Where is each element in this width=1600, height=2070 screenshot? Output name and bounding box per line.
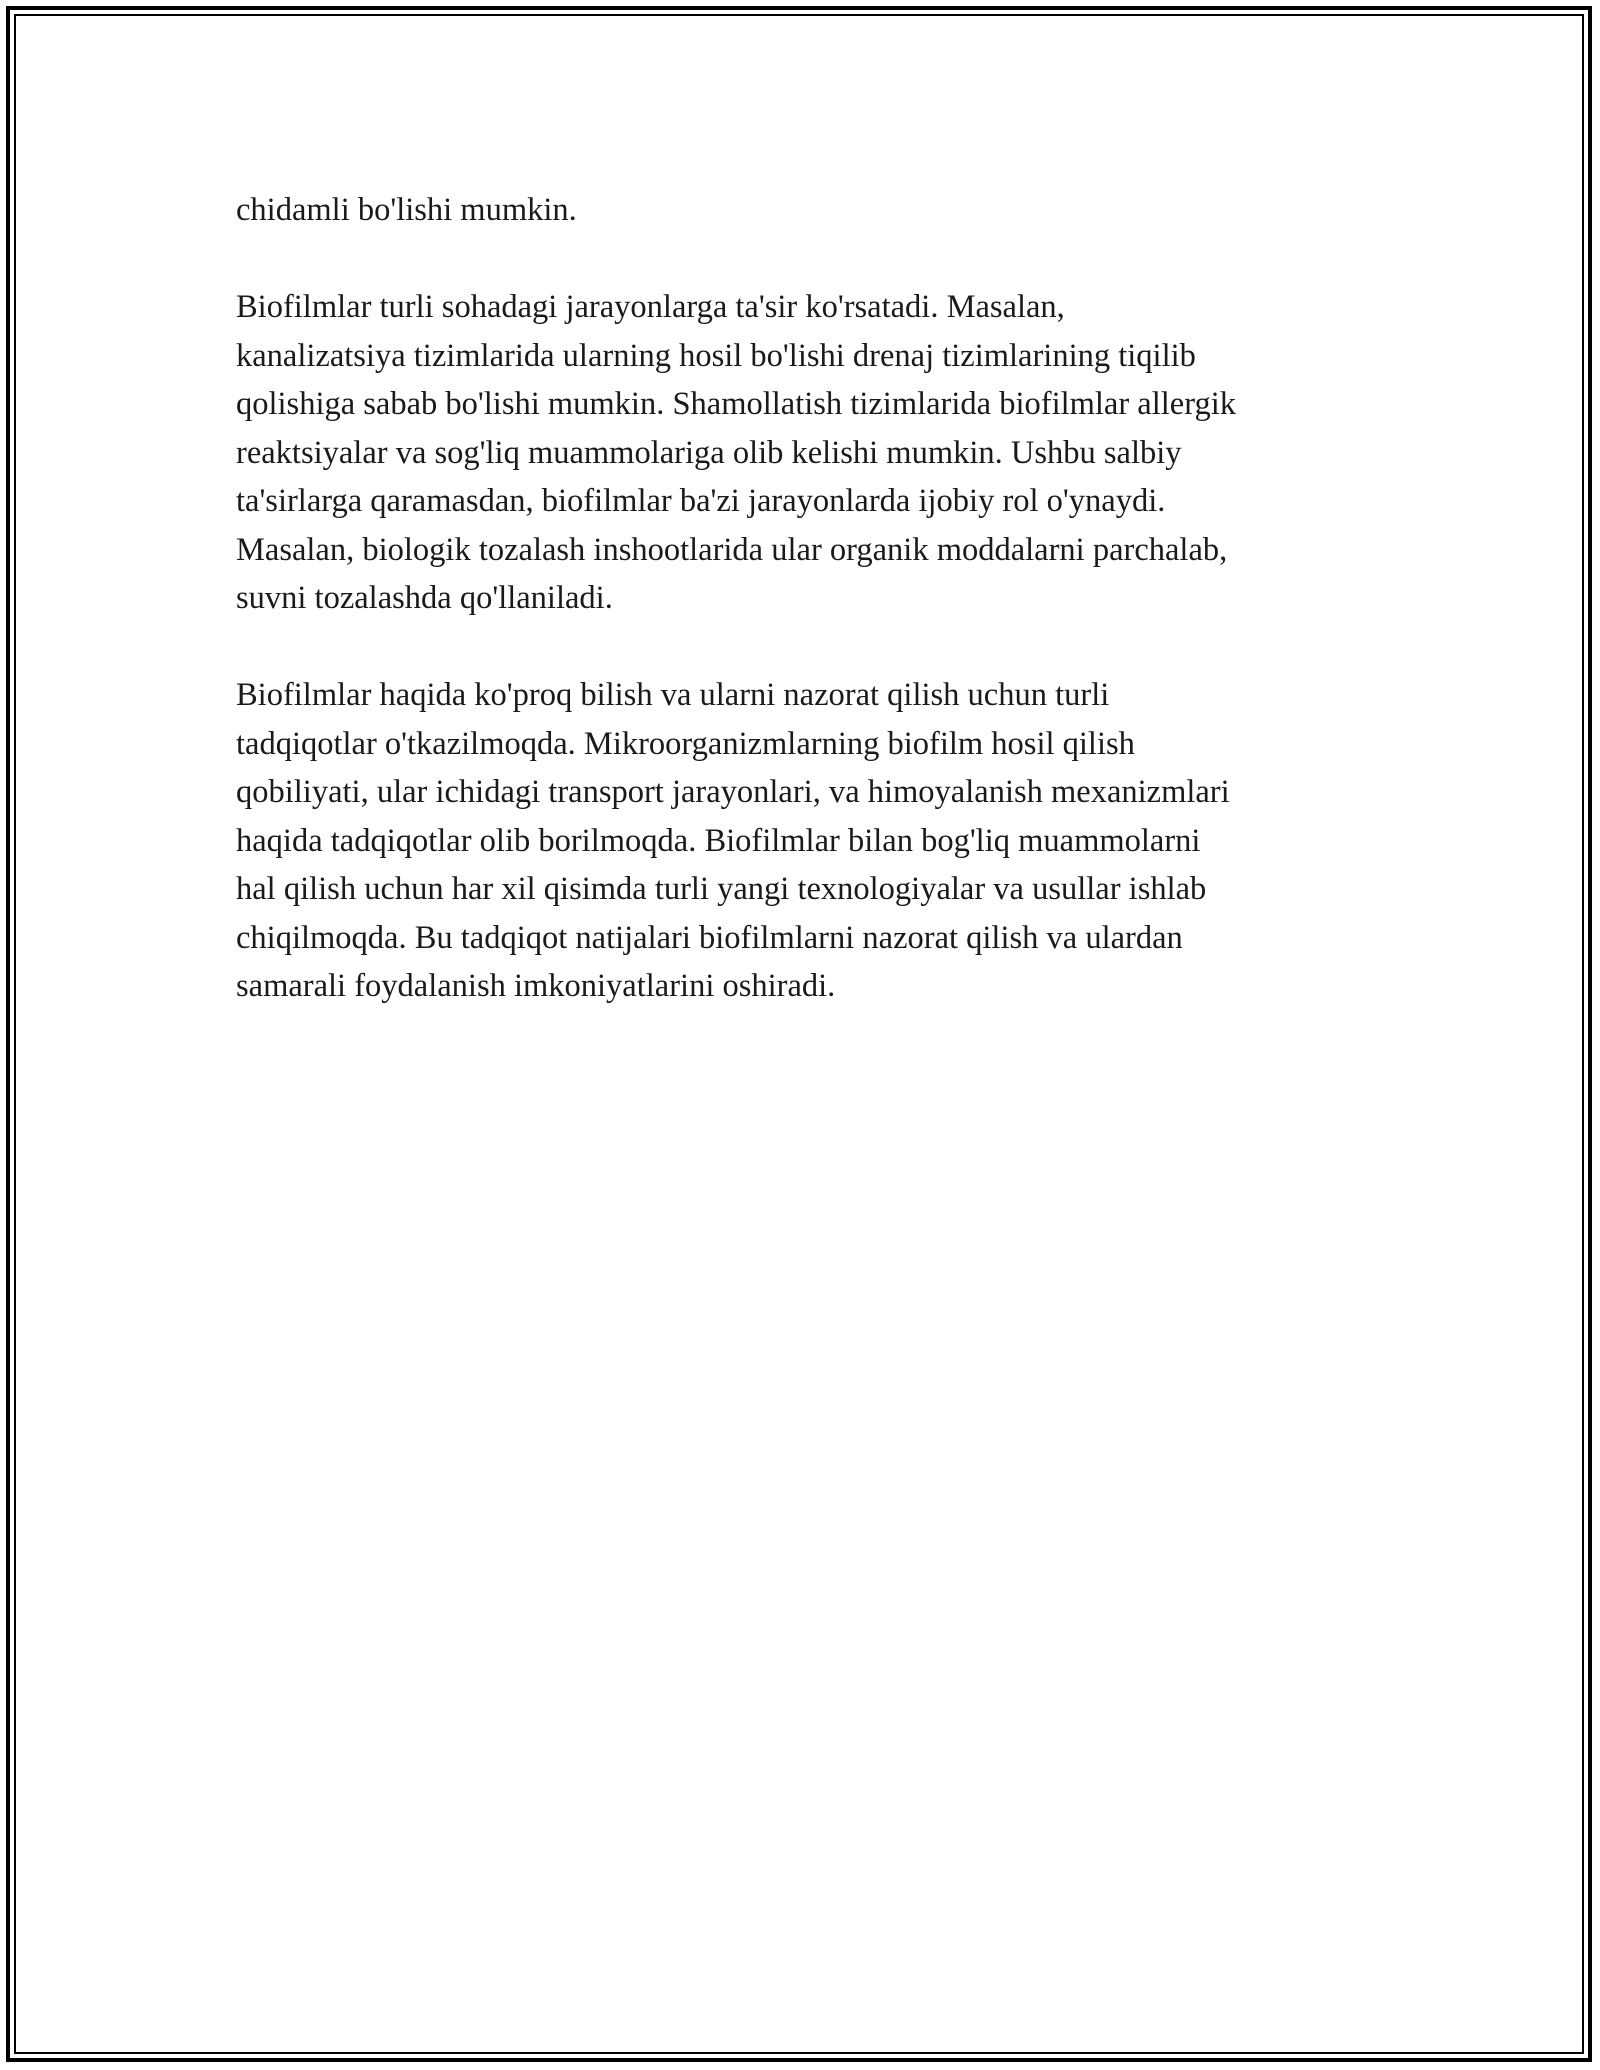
paragraph-1: chidamli bo'lishi mumkin. [236, 192, 577, 228]
paragraph-2: Biofilmlar turli sohadagi jarayonlarga ta'sir ko'rsatadi. Masalan, kanalizatsiya tizimlarida ularning hosil bo'lishi drenaj tizimlarining tiqilib qolishiga sabab bo'lishi mumkin. Shamollatish tizimlarida biofilmlar allergik reaktsiyalar va sog'liq muammolariga olib kelishi mumkin. Ushbu salbiy ta'sirlarga qaramasdan, biofilmlar ba'zi jarayonlarda ijobiy rol o'ynaydi. Masalan, biologik tozalash inshootlarida ular organik moddalarni parchalab, suvni tozalashda qo'llaniladi. [236, 289, 1236, 616]
paragraph-3: Biofilmlar haqida ko'proq bilish va ularni nazorat qilish uchun turli tadqiqotlar o'tkazilmoqda. Mikroorganizmlarning biofilm hosil qilish qobiliyati, ular ichidagi transport jarayonlari, va himoyalanish mexanizmlari haqida tadqiqotlar olib borilmoqda. Biofilmlar bilan bog'liq muammolarni hal qilish uchun har xil qisimda turli yangi texnologiyalar va usullar ishlab chiqilmoqda. Bu tadqiqot natijalari biofilmlarni nazorat qilish va ulardan samarali foydalanish imkoniyatlarini oshiradi. [236, 677, 1230, 1004]
document-body [236, 186, 1376, 1011]
